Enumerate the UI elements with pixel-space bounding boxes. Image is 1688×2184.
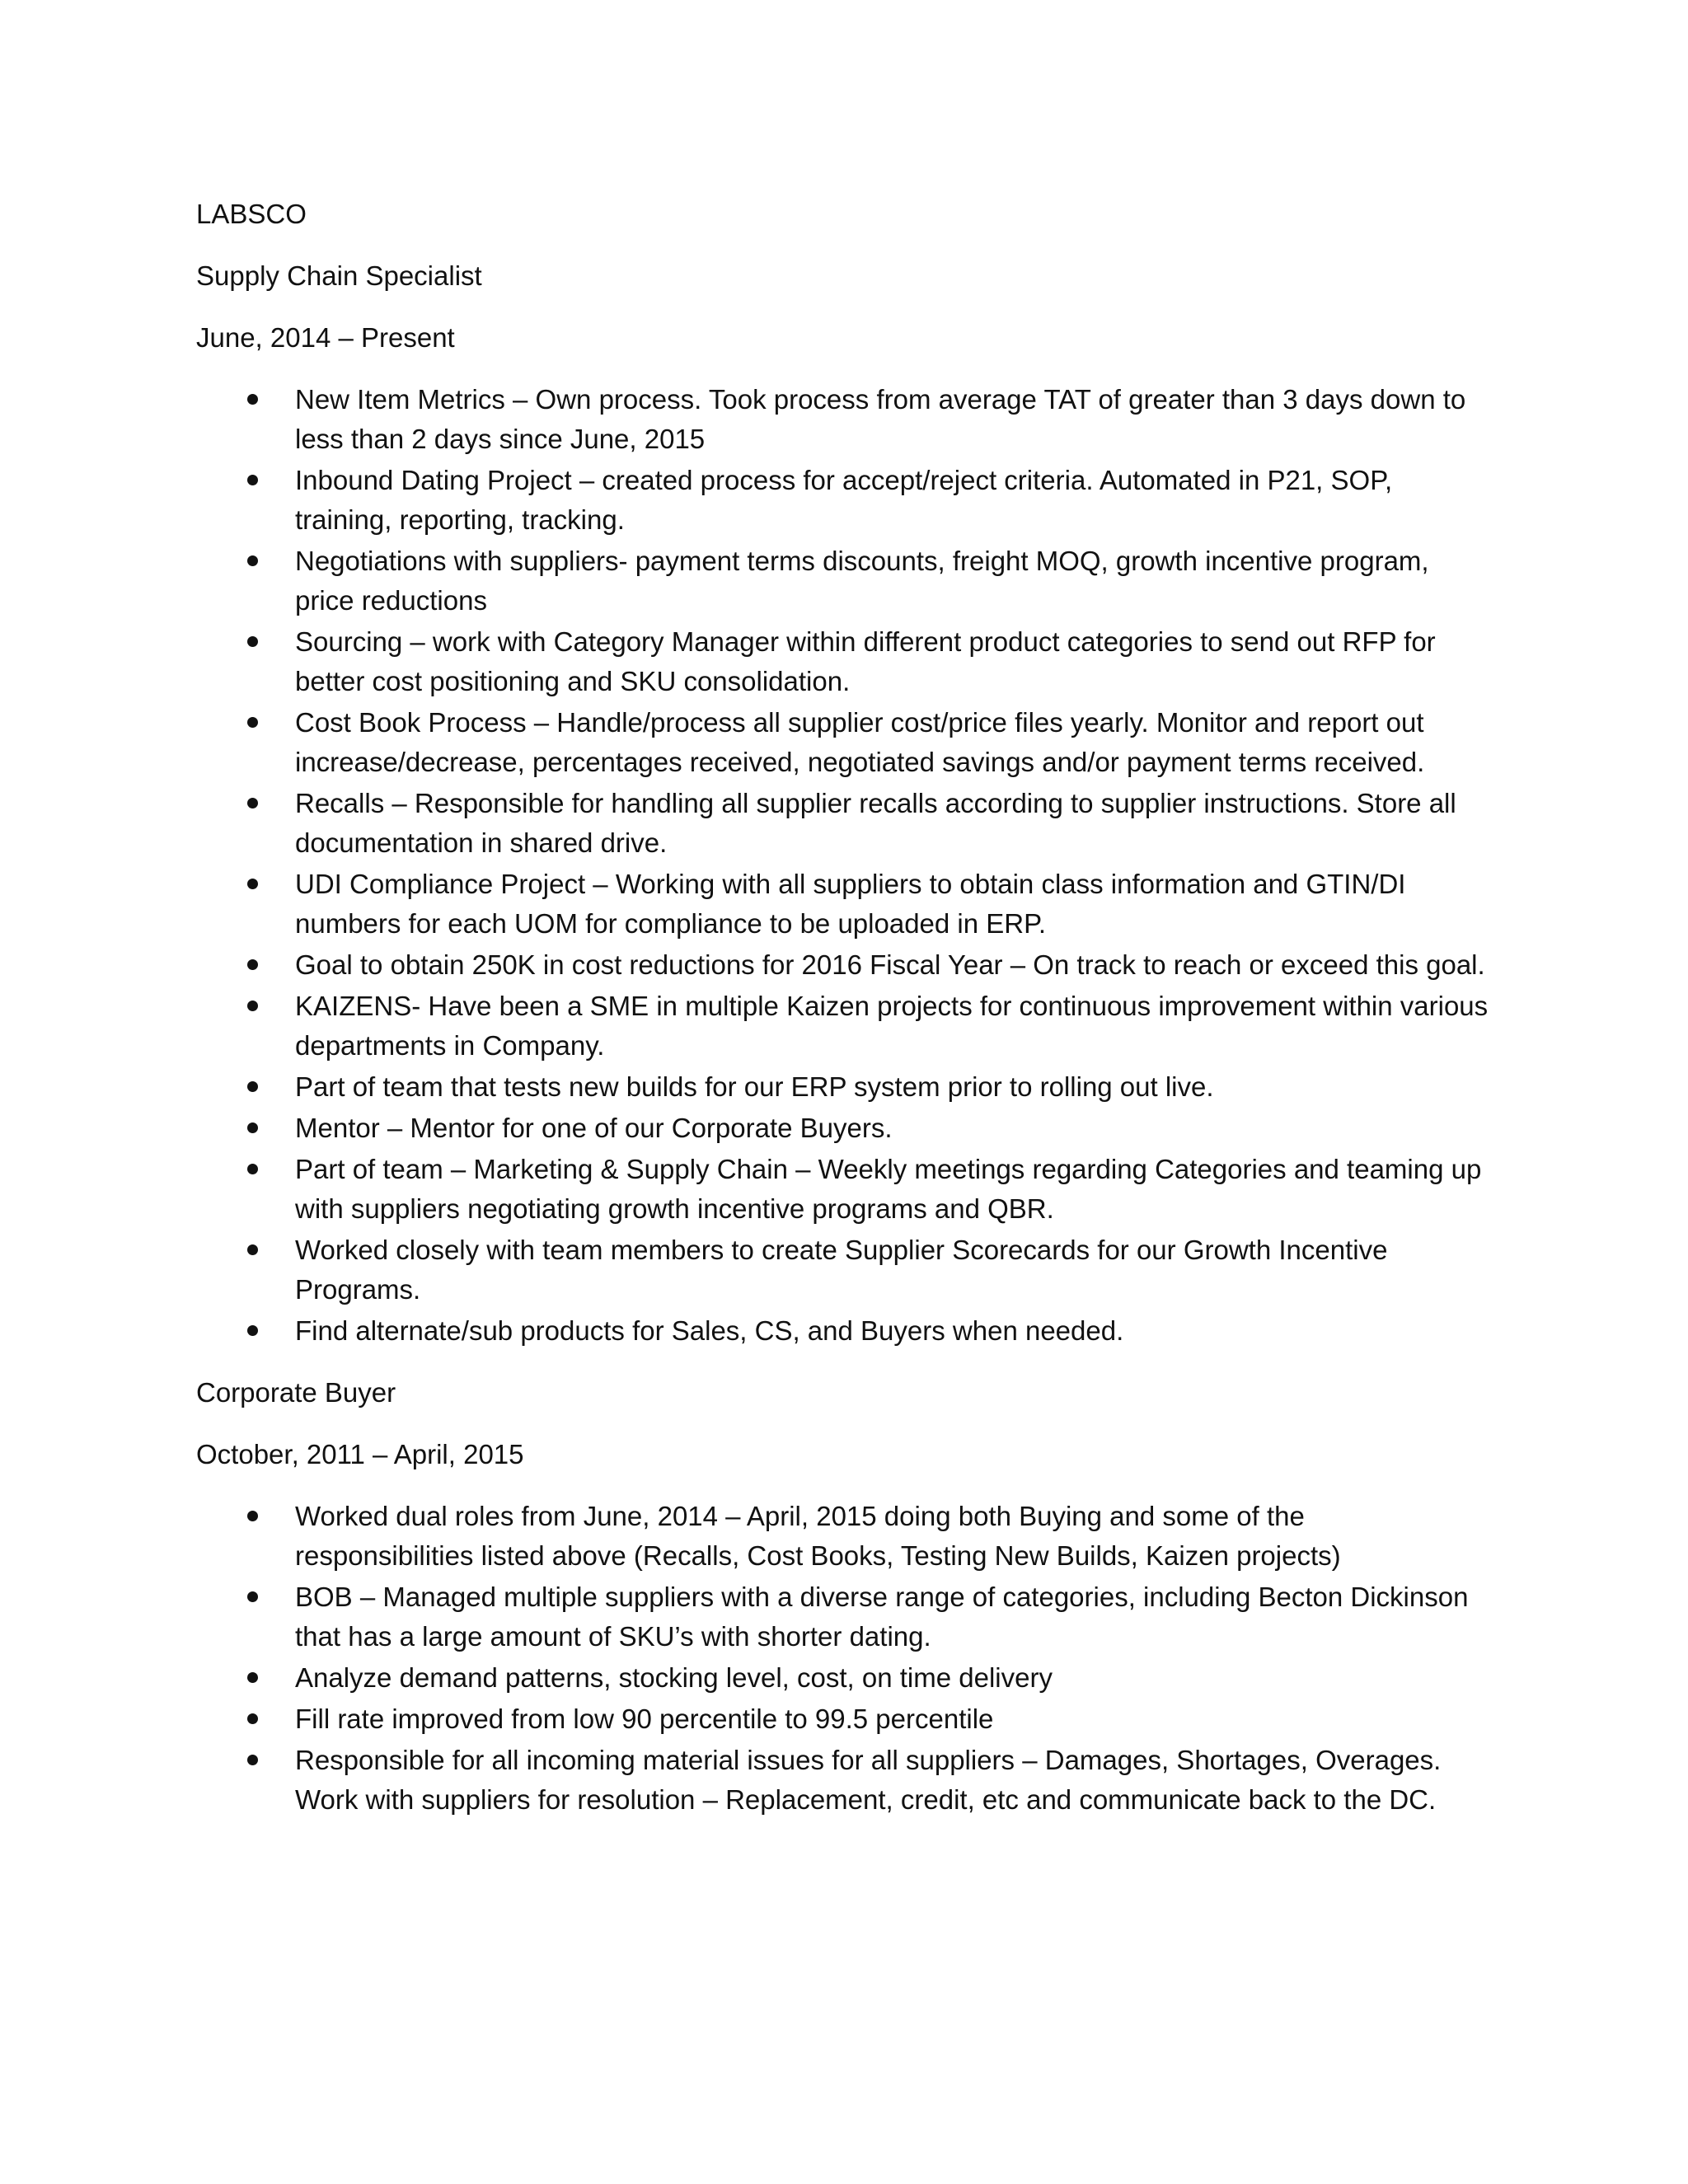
bullet-text: UDI Compliance Project – Working with all suppliers to obtain class information and GTIN/DI numbers for each UOM for compliance to be uploaded in ERP.: [295, 869, 1406, 939]
role2-dates: October, 2011 – April, 2015: [196, 1439, 524, 1469]
bullet-icon: [247, 1511, 258, 1521]
bullet-text: BOB – Managed multiple suppliers with a diverse range of categories, including Becton Dickinson that has a large amount of SKU’s with shorter dating.: [295, 1582, 1469, 1652]
list-item: [196, 703, 1490, 782]
bullet-icon: [247, 1081, 258, 1092]
bullet-icon: [247, 959, 258, 970]
list-item: [196, 1150, 1490, 1229]
bullet-text: Inbound Dating Project – created process for accept/reject criteria. Automated in P21, SOP, training, reporting, tracking.: [295, 465, 1393, 535]
company-name: LABSCO: [196, 199, 307, 229]
role2-bullet-list: [196, 1497, 1490, 1820]
bullet-icon: [247, 798, 258, 808]
list-item: [196, 945, 1490, 985]
bullet-text: Worked closely with team members to create Supplier Scorecards for our Growth Incentive Programs.: [295, 1235, 1388, 1305]
bullet-text: Negotiations with suppliers- payment terms discounts, freight MOQ, growth incentive program, price reductions: [295, 546, 1429, 616]
list-item: [196, 1741, 1490, 1820]
bullet-text: New Item Metrics – Own process. Took process from average TAT of greater than 3 days down to less than 2 days since June, 2015: [295, 384, 1466, 454]
list-item: [196, 1108, 1490, 1148]
role1-title: Supply Chain Specialist: [196, 260, 482, 291]
list-item: [196, 622, 1490, 701]
bullet-icon: [247, 1122, 258, 1133]
bullet-text: Cost Book Process – Handle/process all supplier cost/price files yearly. Monitor and report out increase/decrease, percentages received, negotiated savings and/or payment terms received.: [295, 707, 1425, 777]
list-item: [196, 1658, 1490, 1698]
bullet-text: Part of team that tests new builds for our ERP system prior to rolling out live.: [295, 1071, 1214, 1102]
list-item: [196, 1067, 1490, 1107]
list-item: [196, 865, 1490, 944]
bullet-text: Fill rate improved from low 90 percentile to 99.5 percentile: [295, 1704, 994, 1734]
bullet-icon: [247, 1325, 258, 1336]
list-item: [196, 1577, 1490, 1657]
list-item: [196, 1230, 1490, 1310]
bullet-icon: [247, 475, 258, 485]
bullet-icon: [247, 1755, 258, 1765]
bullet-text: Worked dual roles from June, 2014 – April, 2015 doing both Buying and some of the responsibilities listed above (Recalls, Cost Books, Testing New Builds, Kaizen projects): [295, 1501, 1341, 1571]
bullet-text: Analyze demand patterns, stocking level, cost, on time delivery: [295, 1662, 1053, 1693]
role1-dates: June, 2014 – Present: [196, 322, 455, 353]
bullet-text: Responsible for all incoming material issues for all suppliers – Damages, Shortages, Overages. Work with suppliers for resolution – Replacement, credit, etc and communicate back to the DC.: [295, 1745, 1442, 1815]
bullet-icon: [247, 879, 258, 889]
list-item: [196, 1699, 1490, 1739]
resume-page: [196, 194, 1490, 1821]
bullet-icon: [247, 1591, 258, 1602]
bullet-icon: [247, 1713, 258, 1724]
list-item: [196, 461, 1490, 540]
list-item: [196, 1497, 1490, 1576]
list-item: [196, 784, 1490, 863]
bullet-text: KAIZENS- Have been a SME in multiple Kaizen projects for continuous improvement within various departments in Company.: [295, 991, 1489, 1061]
bullet-icon: [247, 717, 258, 728]
list-item: [196, 380, 1490, 459]
bullet-text: Sourcing – work with Category Manager within different product categories to send out RFP for better cost positioning and SKU consolidation.: [295, 626, 1436, 696]
list-item: [196, 541, 1490, 621]
role2-title: Corporate Buyer: [196, 1377, 396, 1408]
bullet-icon: [247, 1672, 258, 1683]
bullet-text: Find alternate/sub products for Sales, CS, and Buyers when needed.: [295, 1315, 1124, 1346]
bullet-text: Part of team – Marketing & Supply Chain – Weekly meetings regarding Categories and teaming up with suppliers negotiating growth incentive programs and QBR.: [295, 1154, 1482, 1224]
bullet-text: Goal to obtain 250K in cost reductions for 2016 Fiscal Year – On track to reach or exceed this goal.: [295, 949, 1485, 980]
bullet-text: Recalls – Responsible for handling all supplier recalls according to supplier instructions. Store all documentation in shared drive.: [295, 788, 1456, 858]
list-item: [196, 1311, 1490, 1351]
bullet-icon: [247, 636, 258, 647]
bullet-text: Mentor – Mentor for one of our Corporate Buyers.: [295, 1113, 893, 1143]
bullet-icon: [247, 1001, 258, 1011]
bullet-icon: [247, 1244, 258, 1255]
bullet-icon: [247, 394, 258, 405]
bullet-icon: [247, 555, 258, 566]
role1-bullet-list: [196, 380, 1490, 1351]
bullet-icon: [247, 1164, 258, 1174]
list-item: [196, 987, 1490, 1066]
